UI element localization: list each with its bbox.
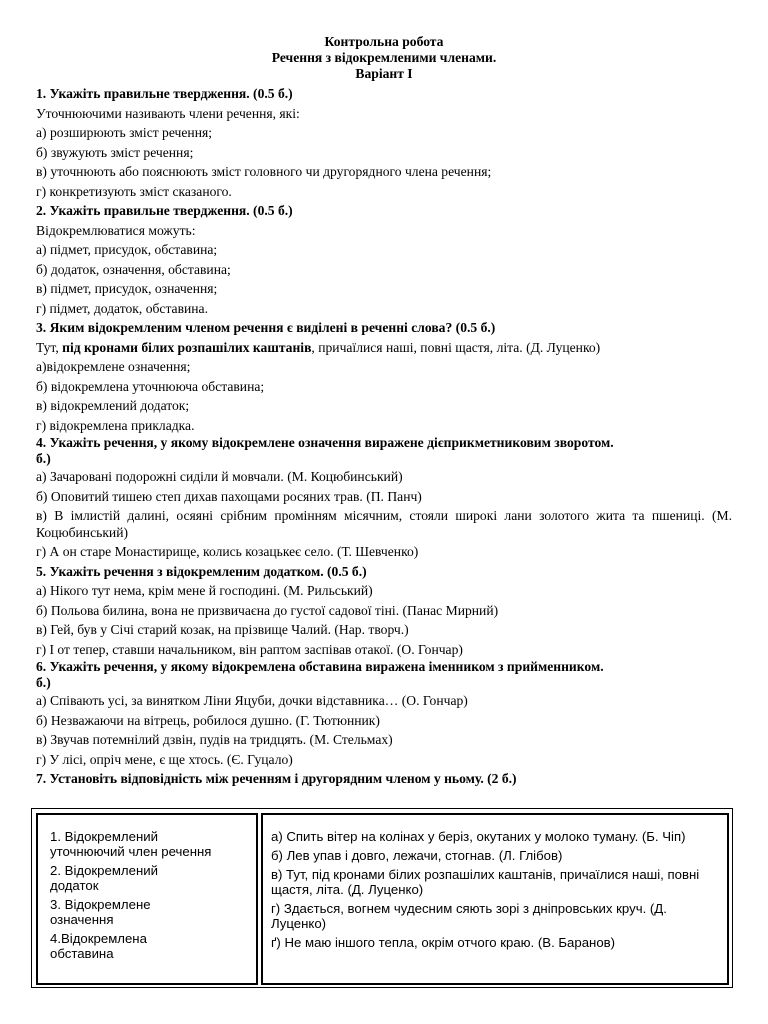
- question-1-intro: Уточнюючими називають члени речення, які:: [36, 105, 300, 121]
- question-6-option-c: в) Звучав потемнілий дзвін, пудів на тридцять. (М. Стельмах): [36, 732, 393, 747]
- matching-term-4: 4.Відокремлена обставина: [50, 931, 147, 961]
- matching-term-1: 1. Відокремлений уточнюючий член речення: [50, 829, 212, 859]
- worksheet-title: Контрольна робота: [324, 34, 444, 49]
- question-2-option-d: г) підмет, додаток, обставина.: [36, 300, 208, 316]
- worksheet-variant: Варіант І: [355, 66, 413, 81]
- question-4-option-c: в) В імлистій далині, осяяні срібним промінням місячним, стояли широкі лани золотого жита та пшениці. (М. Коцюбинський): [36, 508, 732, 540]
- question-3-highlighted-words: під кронами білих розпашілих каштанів: [62, 339, 312, 355]
- matching-sentence-d: г) Здається, вогнем чудесним сяють зорі з дніпровських круч. (Д. Луценко): [271, 901, 667, 931]
- question-1-option-c: в) уточнюють або пояснюють зміст головного чи другорядного члена речення;: [36, 164, 492, 179]
- question-5-option-c: в) Гей, був у Січі старий козак, на прізвище Чалий. (Нар. творч.): [36, 622, 409, 637]
- question-3-title: 3. Яким відокремленим членом речення є виділені в реченні слова? (0.5 б.): [36, 320, 496, 335]
- question-3-sentence-start: Тут,: [36, 339, 63, 355]
- matching-sentence-c: в) Тут, під кронами білих розпашілих каштанів, причаїлися наші, повні щастя, літа. (Д. Луценко): [271, 867, 700, 897]
- matching-sentence-a: а) Спить вітер на колінах у беріз, окутаних у молоко туману. (Б. Чіп): [271, 829, 686, 844]
- question-6-title-cont: б.): [36, 675, 51, 690]
- matching-term-3: 3. Відокремлене означення: [50, 897, 151, 927]
- question-2-title: 2. Укажіть правильне твердження. (0.5 б.): [36, 203, 293, 218]
- question-4-option-d: г) А он старе Монастирище, колись козацькеє село. (Т. Шевченко): [36, 544, 419, 559]
- question-2-option-c: в) підмет, присудок, означення;: [36, 281, 218, 296]
- matching-table: [31, 808, 733, 988]
- question-4-title-cont: б.): [36, 451, 51, 466]
- matching-terms-column: [36, 813, 258, 985]
- question-1-option-d: г) конкретизують зміст сказаного.: [36, 183, 232, 199]
- question-3-sentence-end: , причаїлися наші, повні щастя, літа. (Д. Луценко): [311, 339, 601, 355]
- worksheet: [36, 34, 732, 789]
- question-5-option-a: а) Нікого тут нема, крім мене й господині. (М. Рильський): [36, 583, 373, 598]
- worksheet-topic: Речення з відокремленими членами.: [271, 50, 497, 65]
- question-2-intro: Відокремлюватися можуть:: [36, 222, 196, 238]
- question-4-title: 4. Укажіть речення, у якому відокремлене означення виражене дієприкметниковим зворотом.: [36, 435, 614, 450]
- question-1-option-b: б) звужують зміст речення;: [36, 144, 194, 160]
- question-1-option-a: а) розширюють зміст речення;: [36, 125, 213, 140]
- question-3-option-b: б) відокремлена уточнююча обставина;: [36, 378, 265, 394]
- question-5-title: 5. Укажіть речення з відокремленим додатком. (0.5 б.): [36, 563, 367, 579]
- question-2-option-b: б) додаток, означення, обставина;: [36, 261, 231, 277]
- matching-sentences-column: [261, 813, 729, 985]
- question-7-title: 7. Установіть відповідність між реченням і другорядним членом у ньому. (2 б.): [36, 771, 517, 786]
- question-6-title: 6. Укажіть речення, у якому відокремлена обставина виражена іменником з прийменником.: [36, 659, 604, 674]
- matching-sentence-e: ґ) Не маю іншого тепла, окрім отчого краю. (В. Баранов): [271, 935, 616, 950]
- question-3-option-c: в) відокремлений додаток;: [36, 398, 190, 413]
- matching-term-2: 2. Відокремлений додаток: [50, 863, 158, 893]
- question-3-option-a: а)відокремлене означення;: [36, 359, 191, 374]
- question-6-option-d: г) У лісі, опріч мене, є ще хтось. (Є. Гуцало): [36, 751, 293, 767]
- matching-sentence-b: б) Лев упав і довго, лежачи, стогнав. (Л. Глібов): [271, 848, 563, 863]
- question-2-option-a: а) підмет, присудок, обставина;: [36, 242, 218, 257]
- question-6-option-b: б) Незважаючи на вітрець, робилося душно. (Г. Тютюнник): [36, 712, 380, 728]
- question-5-option-d: г) І от тепер, ставши начальником, він раптом заспівав отакої. (О. Гончар): [36, 641, 463, 657]
- question-5-option-b: б) Польова билина, вона не призвичаєна до густої садової тіні. (Панас Мирний): [36, 602, 499, 618]
- question-6-option-a: а) Співають усі, за винятком Ліни Яцуби, дочки відставника… (О. Гончар): [36, 693, 468, 708]
- question-3-option-d: г) відокремлена прикладка.: [36, 417, 195, 433]
- question-3-sentence: [36, 338, 732, 358]
- question-1-title: 1. Укажіть правильне твердження. (0.5 б.): [36, 86, 293, 101]
- question-4-option-b: б) Оповитий тишею степ дихав пахощами росяних трав. (П. Панч): [36, 488, 422, 504]
- question-4-option-a: а) Зачаровані подорожні сиділи й мовчали. (М. Коцюбинський): [36, 469, 403, 484]
